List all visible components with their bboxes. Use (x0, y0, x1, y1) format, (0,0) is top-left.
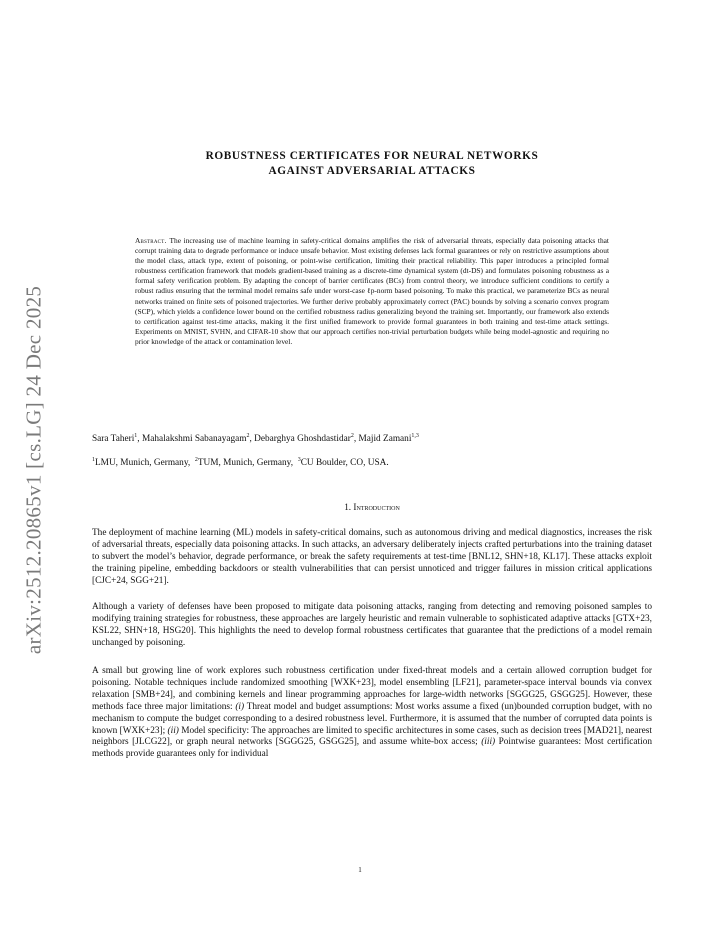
title-line-2: AGAINST ADVERSARIAL ATTACKS (268, 165, 476, 177)
author-list: Sara Taheri$^1$, Mahalakshmi Sabanayagam$^2$, Debarghya Ghoshdastidar$^2$, Majid Zamani$^{1,3}$ (92, 432, 419, 444)
author-name: Mahalakshmi Sabanayagam (141, 434, 247, 444)
paragraph-3-text: Model specificity: The approaches are limited to specific architectures in some cases, such as decision trees [MAD21], nearest neighbors [JLCG22], or graph neural networks [SGGG25, GSGG25], and assume white-box access; (92, 725, 652, 748)
affiliation: TUM, Munich, Germany, (197, 458, 294, 468)
abstract-text: The increasing use of machine learning in safety-critical domains amplifies the risk of adversarial threats, especially data poisoning attacks that corrupt training data to degrade performance or induce unsafe behavior. Most existing defenses lack formal guarantees or rely on restrictive assumptions about the model class, attack type, extent of poisoning, or point-wise certification, limiting their practical reliability. This paper introduces a principled formal robustness certification framework that models gradient-based training as a discrete-time dynamical system (dt-DS) and formulates poisoning robustness as a formal safety verification problem. By adapting the concept of barrier certificates (BCs) from control theory, we introduce sufficient conditions to certify a robust radius ensuring that the terminal model remains safe under worst-case ℓp-norm based poisoning. To make this practical, we parameterize BCs as neural networks trained on finite sets of poisoned trajectories. We further derive probably approximately correct (PAC) bounds by solving a scenario convex program (SCP), which yields a confidence lower bound on the certified robustness radius generalizing beyond the training set. Importantly, our framework also extends to certification against test-time attacks, making it the first unified framework to provide formal guarantees in both training and test-time attack settings. Experiments on MNIST, SVHN, and CIFAR-10 show that our approach certifies non-trivial perturbation budgets while being model-agnostic and requiring no prior knowledge of the attack or contamination level. (135, 236, 609, 346)
list-marker: (i) (235, 701, 245, 712)
paragraph-3 (92, 666, 652, 761)
paragraph-3-text: Threat model and budget assumptions: Most works assume a fixed (un)bounded corruption budget, with no mechanism to compute the budget corresponding to a desired robustness level. Furthermore, it is assumed that the number of corrupted data points is known [WXK+23]; (92, 701, 652, 736)
abstract-label: Abstract. (135, 236, 167, 245)
affiliation: LMU, Munich, Germany, (95, 458, 191, 468)
title-line-1: ROBUSTNESS CERTIFICATES FOR NEURAL NETWORKS (205, 150, 539, 162)
author-affil-mark: 2 (350, 432, 354, 439)
paragraph-3-text: Pointwise guarantees: Most certification methods provide guarantees only for individual (92, 737, 652, 760)
arxiv-sidebar-stamp (22, 260, 46, 680)
paragraph-1: The deployment of machine learning (ML) models in safety-critical domains, such as autonomous driving and medical diagnostics, increases the risk of adversarial threats, especially data poisoning attacks. In such attacks, an adversary deliberately injects crafted perturbations into the training dataset to subvert the model’s behavior, degrade performance, or break the safety requirements at test-time [BNL12, SHN+18, KL17]. These attacks exploit the training pipeline, embedding backdoors or stealth vulnerabilities that can persist unnoticed and trigger failures in mission critical applications [CJC+24, SGG+21]. (92, 528, 652, 586)
paragraph-2: Although a variety of defenses have been proposed to mitigate data poisoning attacks, ranging from detecting and removing poisoned samples to modifying training strategies for robustness, these approaches are largely heuristic and remain vulnerable to sophisticated adaptive attacks [GTX+23, KSL22, SHN+18, HSG20]. This highlights the need to develop formal robustness certificates that guarantee that the predictions of a model remain unchanged by poisoning. (92, 602, 652, 648)
affil-mark: 3 (297, 456, 301, 463)
affil-mark: 2 (194, 456, 198, 463)
arxiv-identifier: arXiv:2512.20865v1 [cs.LG] 24 Dec 2025 (21, 285, 46, 655)
affiliation-list (92, 457, 652, 469)
author-affil-mark: 2 (246, 432, 250, 439)
section-heading (92, 501, 652, 513)
author-name: Majid Zamani (358, 434, 412, 444)
list-marker: (iii) (481, 737, 496, 748)
section-number: 1. (344, 502, 352, 512)
paper-title (100, 149, 644, 179)
section-title: Introduction (353, 502, 400, 512)
paragraph-3-text: A small but growing line of work explores such robustness certification under fixed-threat models and a certain allowed corruption budget for poisoning. Notable techniques include randomized smoothing [WXK+23], model ensembling [LF21], parameter-space interval bounds via convex relaxation [SMB+24], and combining kernels and linear programming approaches for large-width networks [SGGG25, GSGG25]. However, these methods face three major limitations: (92, 666, 652, 712)
list-marker: (ii) (167, 725, 179, 736)
author-affil-mark: 1,3 (411, 432, 419, 439)
page-number: 1 (358, 866, 362, 874)
author-name: Debarghya Ghoshdastidar (254, 434, 351, 444)
author-name: Sara Taheri (92, 434, 135, 444)
abstract (135, 236, 609, 347)
author-affil-mark: 1 (134, 432, 138, 439)
affiliation: CU Boulder, CO, USA. (300, 458, 389, 468)
affil-mark: 1 (92, 456, 95, 463)
